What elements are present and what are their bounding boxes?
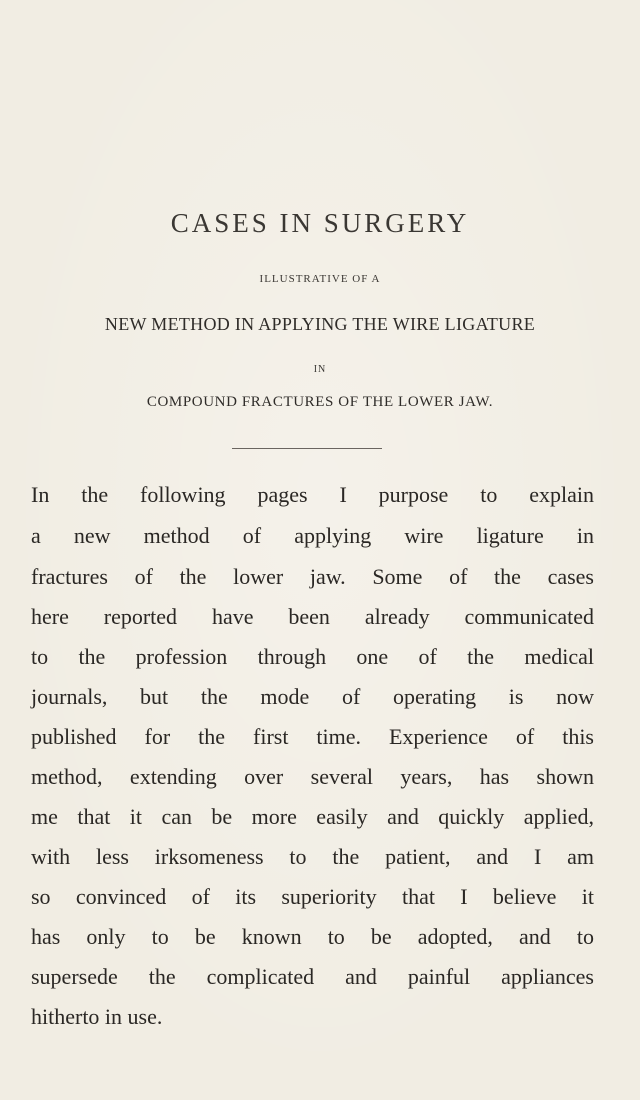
title-divider [232, 448, 382, 449]
body-line: has only to be known to be adopted, and to [31, 924, 594, 949]
body-line: me that it can be more easily and quickly applied, [31, 804, 594, 829]
body-line: supersede the complicated and painful appliances [31, 964, 594, 989]
body-line: with less irksomeness to the patient, and I am [31, 844, 594, 869]
body-line: so convinced of its superiority that I believe it [31, 884, 594, 909]
body-line: method, extending over several years, has shown [31, 764, 594, 789]
subtitle-illustrative: ILLUSTRATIVE OF A [259, 273, 381, 285]
body-line: In the following pages I purpose to explain [31, 482, 594, 507]
body-line: hitherto in use. [31, 1004, 163, 1029]
body-line: here reported have been already communicated [31, 604, 594, 629]
subtitle-in: IN [313, 364, 327, 375]
page-title: CASES IN SURGERY [170, 208, 470, 238]
body-line: journals, but the mode of operating is now [31, 684, 594, 709]
subtitle-new-method: NEW METHOD IN APPLYING THE WIRE LIGATURE [104, 314, 536, 334]
body-line: published for the first time. Experience of this [31, 724, 594, 749]
subtitle-compound-fractures: COMPOUND FRACTURES OF THE LOWER JAW. [146, 394, 494, 410]
body-line: to the profession through one of the medical [31, 644, 594, 669]
body-line: a new method of applying wire ligature in [31, 523, 594, 548]
body-line: fractures of the lower jaw. Some of the cases [31, 564, 594, 589]
